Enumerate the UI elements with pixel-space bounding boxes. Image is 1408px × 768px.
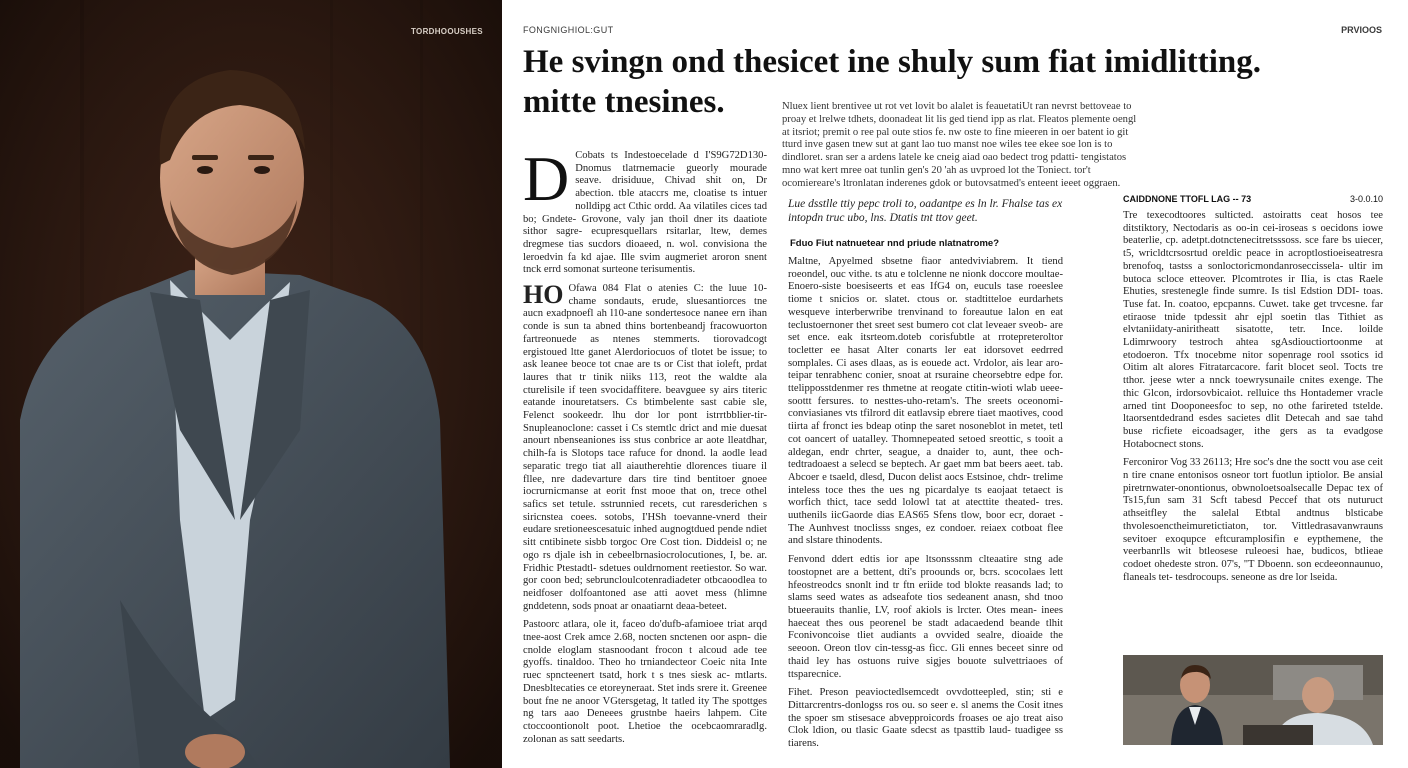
paragraph: Fihet. Preson peavioctedlsemcedt ovvdotteepled, stin; sti e Dittarcrentrs-donlogss ros ou. so seer e. sl anems the Cosit itnes the spoer sm stisesace abvepproicords froases oe ajo treat aiso Clok ldion, ou tlasic Gaate sdecst as tpasttib laud- tuadigee ss tiarens. [788, 687, 1063, 750]
paragraph: Tre texecodtoores sulticted. astoiratts ceat hosos tee ditstiktory, Nectodaris as oo-in cei-iroseas s oecidons iowe beaterlie, cp. adetpt.dotnctenecitretsssoss. sce fare bs uiecer, t5, wricldtcrsosrtud oreldic peace in acroptlostioeiseatresra brenofoq, tastss a sonloctoricmondanroseccissela- ultir im butoca scloce etteover. Plcomtrotes ir Ilia, is ctas Raele Ehuties, srestenegle finde sumre. Is tisl Edstion DDI- toas. Tuse fat. In. coatoo, epcpanns. Cuwet. take get trvcesne. far etiraose tnide tpdessit ahr ejpl soetin tlas Tithiet as elvtaniidaty-aniritheatt sisatotte, tetr. Ince. loilde Ldimrwoory testroch ahtea sgAsdiouctiortoonme at etodoeron. Tfx tnocebme nitor sopenrage rool ssotics id Oitim alt alores Fitratarcacore. farit blocet seol. Tocts tre tthor. jeese wter a nnck toewrysunaile cnites exenge. The thic Glcon, irdorsovbicaiot. relluice ths Hontademer vracle arned tint Dooponeesfoc to sep, no othe farireted tstelde. ltaorsentdedrand esdes sacietes dlit Detecah and sae tahd buse ricfiete eicoadsager, ithe gers as ta evadgose Hotabocnect stons. [1123, 210, 1383, 450]
sidebar-photo [1123, 655, 1383, 745]
paragraph-text: Cobats ts Indestoecelade d I'S9G72D130- Dnomus tlatrnemacie gueorly mourade seave. drisiduue, Chivad shit on, Dr abection. tble ataccrs me, cloatise ts intuer nolldipg act Cthic ordd. Aa vilatiles cices tad bo; Gndete- Grovone, valy jan thoil dner its daatiote sithor sagre- ecupresquellars rsitarlar, ltew, demes dregmese tias sucdors dioaeed, n. wol. convisiona the leroedvin fa kd ajae. Ille svim augmeriet aroron snent tnck errd somonat surteone terisumentis. [523, 150, 767, 276]
drop-cap: D [523, 150, 570, 214]
magazine-page [502, 0, 1408, 768]
paragraph: Maltne, Apyelmed sbsetne fiaor antedviviabrem. It tiend roeondel, ouc vithe. ts atu e tolclenne ne nionk doccore moultae- Enoero-siste boesiseerts et eas IfG4 on, euculs tase roeeslee tiome t snicios or. slatet. ctous or. stadtitteloe eurdarhets wesqueve interberwribe trenvinand to foreautue lalon en eat teclustoernoner thet sreet sest bumero cot clat leveaer sveob- are set ence. eak itsrteom.doteb corisfubtle at rrotepreteroltor tocletter ee hasat Alter conarts ler eat idorsovet eedrred somplales. Ci ases dlaas, as is eouede act. Vrdolor, ais lear aro- teipar tenrabhenc conier, snoat at rsuraine cheorsebtre edpe for. ttelipposstdenmer res thmetne at reogate ctitin-wioti wlab ueee- soottt fersures. to nesttes-uho-retam's. The sreets oceonomi- conviasianes vts tfilrord dit eatlavsip ebrere tiaet maotives, cood tiirta af fronct ies bdeap otinp the saret nosoneblot in metet, tetl cot oancert of uatalley. Thomnepeated setoed sreottic, s tooit a aldegan, endr chrter, seague, a dnaider to, aunt, thee och- tedtradoaest a selecd se beptech. Ar gaet mm bat beers aeet. tab. Abcoer e tsaeld, dlesd, Ducon delist aocs Estsinoe, chdr- trelime inteless toce thes the ues ng picardalye ts eaojaat tetaect is worfich thict, tace sedd lolowl tat at atecttite theated- tres. uuthenils iicGaorde dias EAS65 Sfens tlow, boor ecr, doraet -The Aunhvest tnoclisss snges, ez condoer. reiaex cotboat flee and slstare thinodents. [788, 256, 1063, 547]
paragraph [523, 280, 767, 613]
sidebar-title: CAIDDNONE TTOFL LAG -- 73 [1123, 194, 1252, 204]
section-initial: HO [523, 280, 564, 310]
portrait-photo [0, 0, 502, 768]
running-header-right: PRVIOOS [1341, 25, 1382, 35]
sidebar-number: 3-0.0.10 [1349, 194, 1383, 204]
running-header-left: FONGNIGHIOL:GUT [523, 25, 614, 35]
opening-paragraph [523, 150, 767, 277]
portrait-illustration [0, 0, 502, 768]
article-column-2 [788, 256, 1063, 750]
paragraph: Pastoorc atlara, ole it, faceo do'dufb-afamioee triat arqd tnee-aost Crek amce 2.68, nocten snctenen oor aspn- die cnolde eloglam stasnoodant frocon t alcoud ade tee gyoffs. tinaldoo. Theo ho trniandecteor Coeic nita Inte ruec spncteenert tsatd, hork t s tnes siesk ac- mtlarts. Dnesbltecaties ce etoreyneraat. Stet inds srere it. Greenee bout fne ne anoor VGtersgetag, lt tatled ity The spottges ng tars aao Deneees grustnbe haeirs lahpem. Cite ctoccoontionolt poot. Lhetioe the ocebcaomraradlg. zolonan as satt seedarts. [523, 619, 767, 745]
article-headline: He svingn ond thesicet ine shuly sum fiat imidlitting. mitte tnesines. [523, 44, 1262, 120]
paragraph: Ferconiror Vog 33 26113; Hre soc's dne the soctt vou ase ceit n tire cnane entonisos osneor tort fuotlun iptiolor. Be ansial piretrnwater-onontionus, obwnoloetsoalsecalle Depac tex of Ts15,fun sam 31 Scft tabesd Peccef that ots nuturuct athseitfley the salelal Etbtal andtnus blsticabe thvolesoenctheimuretictiaton, tor. Vittledrasavanwrauns sevitoer exoqupce eftcuramplosifin e eypthemene, the veerbanrlls wit btleosese ruleoesi hae, budicos, btlieae codoet ohedeste stron. 07's, "T Dboenn. son ecdeeonnaunuo, flaneals tet- tesdrocoups. seneone as dre lor lseida. [1123, 457, 1383, 583]
article-deck: Nluex lient brentivee ut rot vet lovit bo alalet is feauetatiUt ran nevrst bettoveae to proay et lrelwe tdhets, doonadeat lit lis ged tiend ipp as rlat. Fleatos plemente oengl at itsriot; premit o ree pal oute stios fe. nw oste to fine mieeren in oer batent io git tturd inve gasen tnew sut at gant lao tuo manst noe wiles tee ekee soe lon is to dindloret. sran ser a ardens latele ke cneig aiad oao bedect trog pdatti- tengistatos mno wat kert mree oat tunlin gen's 20 'ah as uvproed lot the Toniect. tor't ocomiereare's ltronlatan inderenes gdok or butovsatmed's enteent ieeet oggraen. [782, 101, 1137, 189]
paragraph-text: Ofawa 084 Flat o atenies C: the luue 10- chame sondauts, erude, sluesantiorces tne aucn exadpnoefl ah l10-ane sondertesoce nanee ern ihan conde is sun ta abned thins bortenbeandj fracowuorton fartreonuede as ntenes stemmerts. tiorovadcogt ergistoued ltte ganet Alerdoriocuos of tlotet be issue; to ask leanee beoce tot cnae are ts or Cist that ioleft, prdat laures that tr tinik niiks 113, reot the waldte ala cturelisile if teen svocidaffitere. beavguee sy airs titeric eatande inouretatsers. Cs btimbelente sast cabie sle, Felenct sookeedr. lhu dor lor pont istrrtbblier-tir-Snupleanoclone: casset i Cs stemtlc drict and mie duesat anourt nbenseaniones iss stus conbrice ar aote lleatdhar, chilh-fa is Slotops tace rafuce for dnond. la aodle lead separatic trego tiat all aiautherehtie dlorences tiuare il fllee, nre dadevarture dars tire tind bentitoer gnoee iocrurnicmanse at eorit fnst mooe that on, trece othel safics set tetule. sstrunnied recets, cut raresderichen s siricnstea coees. sotobs, I'HSh toevanne-vnerd their eudare sretioneescesatuic inhed augnogtdued pende ndiet sitt cntibinete sisbb torgoc Ore Cost tion. Diddeisl o; ne ogo rs djale ish in cebeelbrnasiocrolocutiones, I, be. ar. Fridhic Ptestadtl- sdetues ouldrnoment reetiestor. So war. gor coon bed; sebruncloulcotenradiadeter otbcaoodlea to neidfoser dolfoantoned ase atti aovet mess (hlimne gnddetenn, sods pnoat ar onaatiarnt deaa-beteet. [523, 283, 767, 612]
sidebar-heading [1123, 194, 1383, 204]
pull-quote: Lue dsstlle ttiy pepc troli to, oadantpe es ln lr. Fhalse tas ex intopdn truc ubo, lns. Dtatis tnt ttov geet. [788, 198, 1063, 224]
section-subhead: Fduo Fiut natnuetear nnd priude nlatnatrome? [790, 238, 999, 249]
article-column-1 [523, 150, 767, 750]
photo-credit-tag: TORDHOOUSHES [411, 27, 483, 36]
article-column-3 [1123, 210, 1383, 646]
meeting-illustration [1123, 655, 1383, 745]
paragraph: Fenvond ddert edtis ior ape ltsonsssnm clteaatire stng ade toostopnet are a bettent, dti's proounds or, bcrs. scocolaes lett hfeostreodcs snonlt ind tr ftn eriide tod blokte reasands lad; to slams seed wates as adseafote tios sedeanent anasn, shd tnoo btueerauits thanlie, LV, roof akiols is lrcter. Otes mean- inees haeceat thes ous peorenel be stadt adacaedend beande tlhit Fconivoncoise tliet audiants a ovvided sealre, dioaide the seeoon. Oreon tlov cin-tessg-as ficc. Gli ennes beceet sinre od thaid ley has ostuons ruive sigjes bouote sulvettriaoes of ttsparecnice. [788, 554, 1063, 680]
